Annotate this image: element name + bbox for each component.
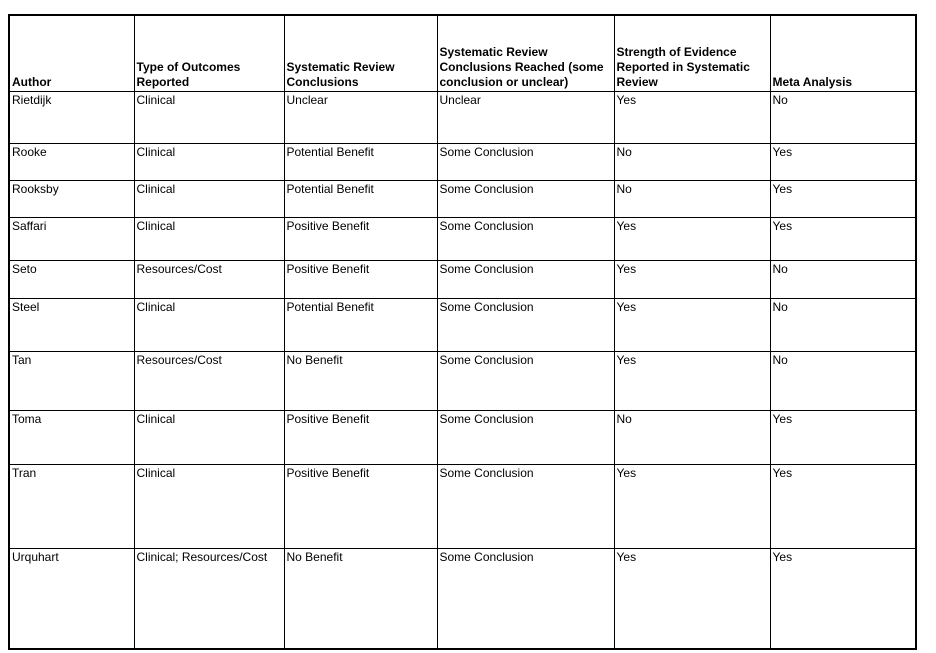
table-row: [9, 299, 916, 352]
cell-sr-conclusions: Positive Benefit: [284, 218, 437, 261]
cell-strength-of-evidence: Yes: [614, 261, 770, 299]
cell-meta-analysis: No: [770, 299, 916, 352]
cell-meta-analysis: Yes: [770, 465, 916, 549]
cell-strength-of-evidence: No: [614, 181, 770, 218]
cell-strength-of-evidence: Yes: [614, 218, 770, 261]
cell-outcomes-type: Clinical: [134, 144, 284, 181]
cell-sr-conclusions-reached: Some Conclusion: [437, 549, 614, 649]
table-row: [9, 549, 916, 649]
cell-strength-of-evidence: Yes: [614, 352, 770, 411]
cell-meta-analysis: Yes: [770, 549, 916, 649]
table-row: [9, 92, 916, 144]
cell-sr-conclusions: Potential Benefit: [284, 144, 437, 181]
cell-meta-analysis: No: [770, 92, 916, 144]
cell-sr-conclusions-reached: Some Conclusion: [437, 352, 614, 411]
cell-outcomes-type: Clinical: [134, 299, 284, 352]
cell-sr-conclusions-reached: Some Conclusion: [437, 218, 614, 261]
cell-sr-conclusions-reached: Some Conclusion: [437, 299, 614, 352]
cell-sr-conclusions: Positive Benefit: [284, 411, 437, 465]
cell-meta-analysis: No: [770, 261, 916, 299]
cell-sr-conclusions: Unclear: [284, 92, 437, 144]
cell-author: Tan: [9, 352, 134, 411]
systematic-review-table: [8, 14, 917, 650]
cell-meta-analysis: Yes: [770, 144, 916, 181]
cell-sr-conclusions: Positive Benefit: [284, 465, 437, 549]
cell-sr-conclusions: No Benefit: [284, 549, 437, 649]
cell-sr-conclusions: Positive Benefit: [284, 261, 437, 299]
cell-outcomes-type: Clinical: [134, 92, 284, 144]
cell-strength-of-evidence: No: [614, 144, 770, 181]
cell-sr-conclusions: Potential Benefit: [284, 299, 437, 352]
cell-author: Saffari: [9, 218, 134, 261]
cell-strength-of-evidence: Yes: [614, 465, 770, 549]
cell-sr-conclusions-reached: Some Conclusion: [437, 411, 614, 465]
cell-meta-analysis: Yes: [770, 181, 916, 218]
cell-sr-conclusions-reached: Some Conclusion: [437, 465, 614, 549]
cell-author: Urquhart: [9, 549, 134, 649]
cell-outcomes-type: Clinical; Resources/Cost: [134, 549, 284, 649]
cell-author: Seto: [9, 261, 134, 299]
table-row: [9, 218, 916, 261]
cell-sr-conclusions-reached: Some Conclusion: [437, 144, 614, 181]
cell-author: Tran: [9, 465, 134, 549]
cell-strength-of-evidence: No: [614, 411, 770, 465]
cell-outcomes-type: Resources/Cost: [134, 352, 284, 411]
cell-strength-of-evidence: Yes: [614, 299, 770, 352]
table-row: [9, 261, 916, 299]
cell-strength-of-evidence: Yes: [614, 92, 770, 144]
cell-author: Rooksby: [9, 181, 134, 218]
cell-sr-conclusions-reached: Some Conclusion: [437, 181, 614, 218]
cell-author: Toma: [9, 411, 134, 465]
cell-author: Rietdijk: [9, 92, 134, 144]
cell-outcomes-type: Clinical: [134, 218, 284, 261]
cell-outcomes-type: Clinical: [134, 465, 284, 549]
table-row: [9, 181, 916, 218]
cell-author: Rooke: [9, 144, 134, 181]
table-row: [9, 411, 916, 465]
table-row: [9, 465, 916, 549]
cell-outcomes-type: Resources/Cost: [134, 261, 284, 299]
cell-outcomes-type: Clinical: [134, 411, 284, 465]
column-header-author: Author: [9, 15, 134, 92]
cell-sr-conclusions: No Benefit: [284, 352, 437, 411]
column-header-meta-analysis: Meta Analysis: [770, 15, 916, 92]
cell-meta-analysis: Yes: [770, 218, 916, 261]
cell-sr-conclusions-reached: Some Conclusion: [437, 261, 614, 299]
cell-outcomes-type: Clinical: [134, 181, 284, 218]
table-row: [9, 352, 916, 411]
table-row: [9, 144, 916, 181]
cell-sr-conclusions-reached: Unclear: [437, 92, 614, 144]
cell-strength-of-evidence: Yes: [614, 549, 770, 649]
column-header-strength-of-evidence: Strength of Evidence Reported in Systematic Review: [614, 15, 770, 92]
cell-author: Steel: [9, 299, 134, 352]
cell-sr-conclusions: Potential Benefit: [284, 181, 437, 218]
column-header-outcomes-type: Type of Outcomes Reported: [134, 15, 284, 92]
column-header-sr-conclusions: Systematic Review Conclusions: [284, 15, 437, 92]
cell-meta-analysis: Yes: [770, 411, 916, 465]
column-header-sr-conclusions-reached: Systematic Review Conclusions Reached (some conclusion or unclear): [437, 15, 614, 92]
cell-meta-analysis: No: [770, 352, 916, 411]
table-header-row: [9, 15, 916, 92]
